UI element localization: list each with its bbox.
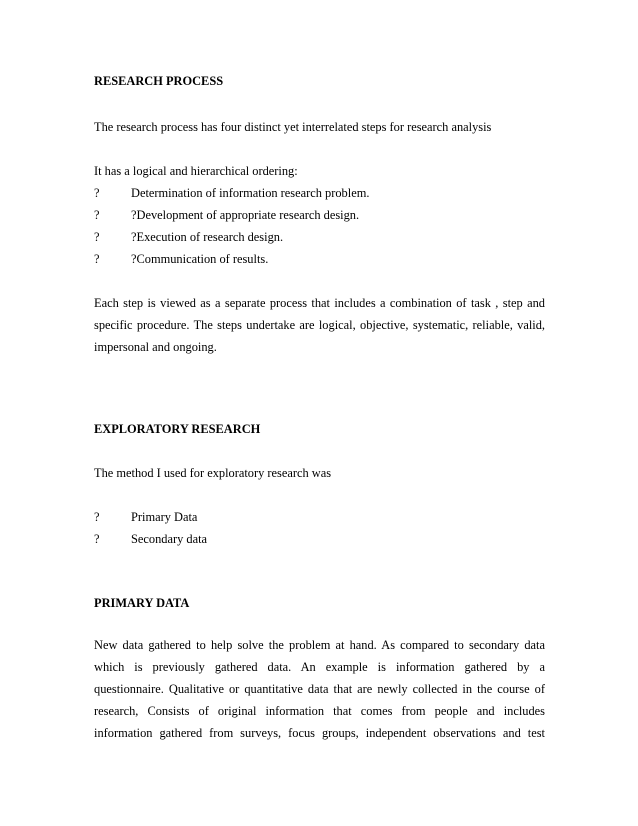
primary-data-paragraph (94, 634, 545, 744)
bullet-mark: ? (94, 230, 100, 244)
paragraph-line: Each step is viewed as a separate process that includes a combination of task , step and (94, 296, 545, 310)
paragraph-line: New data gathered to help solve the problem at hand. As compared to secondary data (94, 638, 545, 652)
heading-exploratory-research: EXPLORATORY RESEARCH (94, 422, 261, 436)
bullet-item: ?Development of appropriate research design. (131, 208, 360, 222)
heading-primary-data: PRIMARY DATA (94, 596, 190, 610)
bullet-mark: ? (94, 532, 100, 546)
bullet-item: Primary Data (131, 510, 198, 524)
research-process-intro: The research process has four distinct yet interrelated steps for research analysis (94, 120, 492, 134)
bullet-mark: ? (94, 208, 100, 222)
heading-research-process: RESEARCH PROCESS (94, 74, 224, 88)
bullet-item: Secondary data (131, 532, 208, 546)
paragraph-line: research, Consists of original information that comes from people and includes (94, 704, 545, 718)
bullet-mark: ? (94, 252, 100, 266)
research-process-paragraph (94, 292, 545, 358)
bullet-item: ?Communication of results. (131, 252, 269, 266)
paragraph-line: impersonal and ongoing. (94, 340, 217, 354)
bullet-item: Determination of information research problem. (131, 186, 370, 200)
paragraph-line: specific procedure. The steps undertake are logical, objective, systematic, reliable, valid, (94, 318, 545, 332)
exploratory-intro: The method I used for exploratory research was (94, 466, 332, 480)
paragraph-line: questionnaire. Qualitative or quantitative data that are newly collected in the course of (94, 682, 545, 696)
bullet-item: ?Execution of research design. (131, 230, 284, 244)
bullet-mark: ? (94, 510, 100, 524)
paragraph-line: information gathered from surveys, focus groups, independent observations and test (94, 726, 545, 740)
ordering-line: It has a logical and hierarchical ordering: (94, 164, 298, 178)
paragraph-line: which is previously gathered data. An example is information gathered by a (94, 660, 545, 674)
bullet-mark: ? (94, 186, 100, 200)
